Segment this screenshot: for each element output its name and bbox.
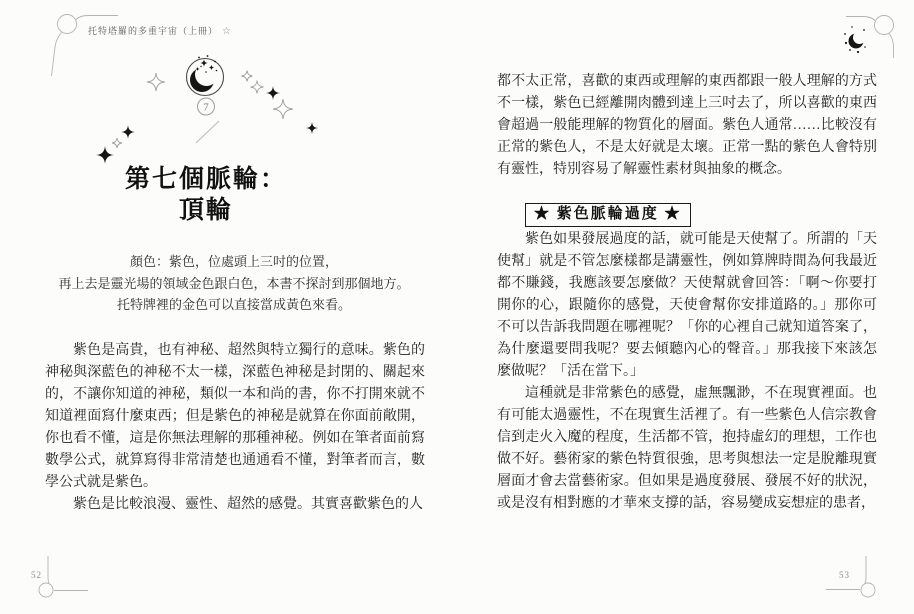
chapter-number-badge — [198, 98, 215, 115]
chapter-number: 7 — [203, 101, 209, 114]
subtitle-line: 顏色：紫色，位處頭上三吋的位置， — [129, 254, 338, 269]
corner-flourish-bottom-left — [39, 556, 88, 597]
slash-ornament — [196, 121, 219, 143]
moon-icon — [844, 26, 866, 53]
body-paragraph: 紫色是高貴，也有神秘、超然與特立獨行的意味。紫色的神秘與深藍色的神秘不太一樣，深藍色神秘是封閉的、關起來的，不讓你知道的神秘，類似一本和尚的書，你不打開來就不知道裡面寫什麼東西；但是紫色的神秘是就算在你面前敞開，你也看不懂，這是你無法理解的那種神秘。例如在筆者面前寫數學公式，就算寫得非常清楚也通通看不懂，對筆者而言，數學公式就是紫色。 — [45, 343, 425, 490]
chapter-title-line1: 第七個脈輪： — [124, 166, 287, 193]
left-page-body — [45, 340, 425, 516]
right-page-body — [497, 71, 877, 515]
chapter-subtitle — [40, 251, 428, 316]
page-number-left: 52 — [31, 570, 42, 580]
crescent-moon-icon — [187, 55, 224, 95]
corner-flourish-top-right — [846, 16, 894, 59]
page-number-right: 53 — [839, 570, 850, 580]
body-paragraph-continued: 都不太正常，喜歡的東西或理解的東西都跟一般人理解的方式不一樣，紫色已經離開肉體到達上三吋去了，所以喜歡的東西會超過一般能理解的物質化的層面。紫色人通常……比較沒有正常的紫色人，不是太好就是太壞。正常一點的紫色人會特別有靈性，特別容易了解靈性素材與抽象的概念。 — [497, 74, 877, 177]
section-header-wrap — [525, 203, 877, 227]
subtitle-line: 托特牌裡的金色可以直接當成黃色來看。 — [116, 297, 351, 312]
section-header-box: ★ 紫色脈輪過度 ★ — [525, 203, 691, 227]
star-icon: ☆ — [222, 26, 232, 37]
running-header — [88, 24, 232, 37]
body-paragraph: 紫色如果發展過度的話，就可能是天使幫了。所謂的「天使幫」就是不管怎麼樣都是講靈性，例如算牌時間為何我最近都不賺錢，我應該要怎麼做？天使幫就會回答：「啊～你要打開你的心，跟隨你的感覺，天使會幫你安排道路的。」那你可不可以告訴我問題在哪裡呢？「你的心裡自己就知道答案了，為什麼還要問我呢？要去傾聽內心的聲音。」那我接下來該怎麼做呢？「活在當下。」 — [497, 232, 877, 379]
running-header-title: 托特塔羅的多重宇宙（上冊） — [88, 26, 219, 36]
chapter-title-line2: 頂輪 — [178, 197, 233, 224]
sparkle-filled-icons — [96, 86, 318, 163]
body-paragraph: 這種就是非常紫色的感覺，虛無飄渺，不在現實裡面。也有可能太過靈性，不在現實生活裡了。有一些紫色人信宗教會信到走火入魔的程度，生活都不管，抱持虛幻的理想，工作也做不好。藝術家的紫色特質很強，思考與想法一定是脫離現實層面才會去當藝術家。但如果是過度發展、發展不好的狀況，或是沒有相對應的才華來支撐的話，容易變成妄想症的患者， — [497, 386, 877, 511]
chapter-ornament — [80, 48, 330, 163]
chapter-title — [0, 164, 412, 226]
corner-flourish-bottom-right — [826, 556, 875, 597]
body-paragraph: 紫色是比較浪漫、靈性、超然的感覺。其實喜歡紫色的人 — [73, 497, 423, 512]
subtitle-line: 再上去是靈光場的領域金色跟白色，本書不探討到那個地方。 — [58, 275, 410, 291]
